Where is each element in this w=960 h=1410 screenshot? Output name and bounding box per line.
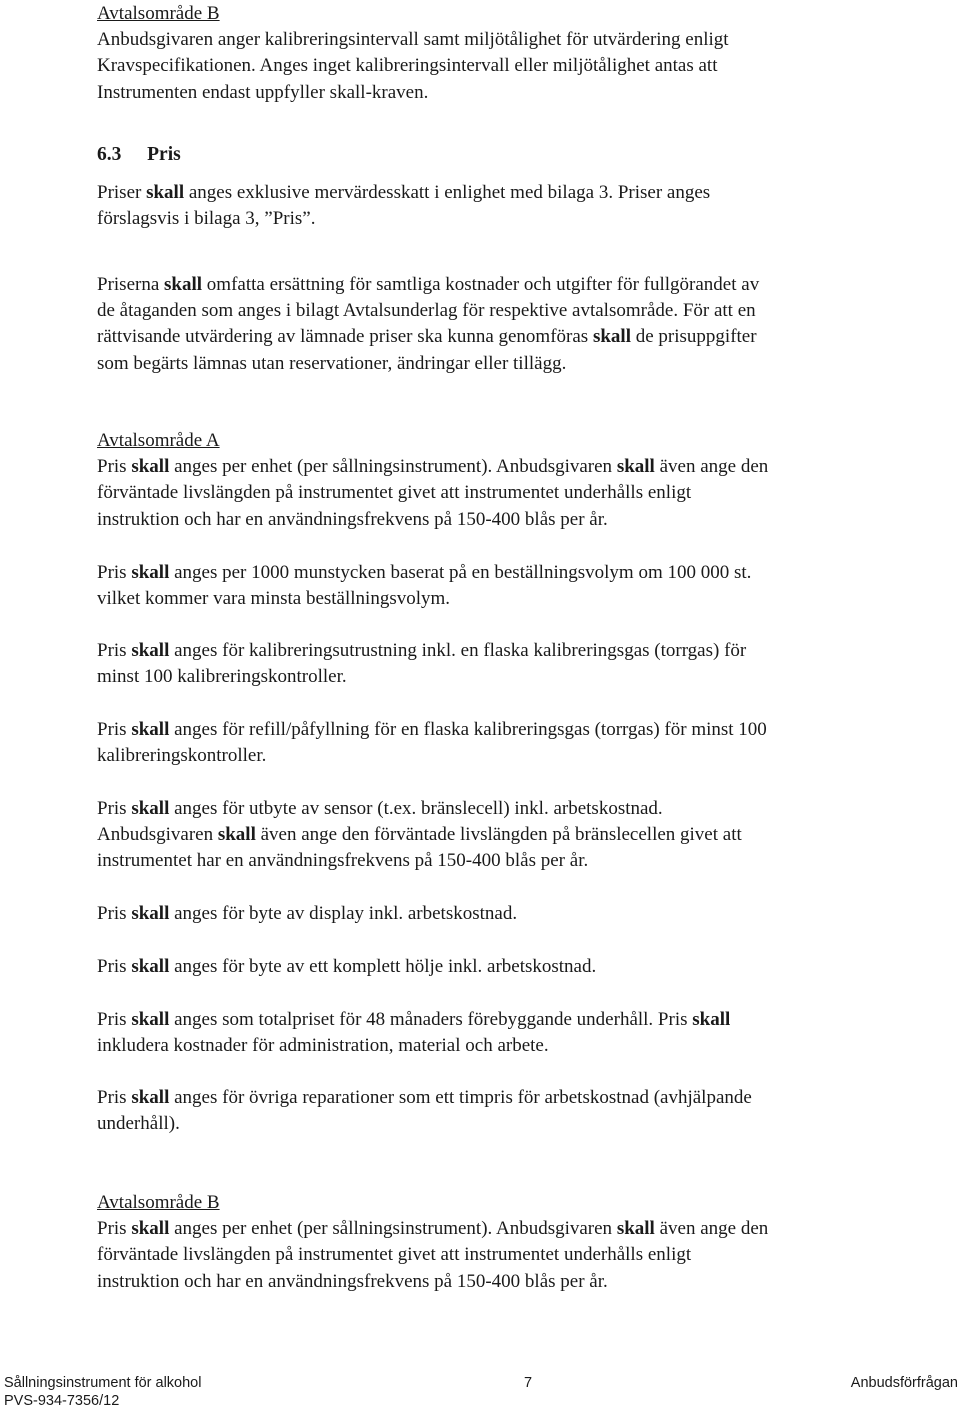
footer-reference: PVS-934-7356/12 [4, 1393, 120, 1409]
paragraph-line: Kravspecifikationen. Anges inget kalibreringsintervall eller miljötålighet antas att [97, 55, 718, 77]
section-b-top [97, 1, 915, 106]
paragraph-holje: Pris skall anges för byte av ett komplett hölje inkl. arbetskostnad. [97, 956, 597, 977]
footer-document-type: Anbudsförfrågan [850, 1375, 958, 1391]
page-footer [0, 1372, 960, 1407]
section-heading-pris [97, 144, 181, 166]
page-number: 7 [524, 1375, 533, 1391]
section-a: Avtalsområde A Pris skall anges per enhet (per sållningsinstrument). Anbudsgivaren skall även ange den förväntade livslängden på instrumentet givet att instrumentet underhålls enligt instruktion och har en användningsfrekvens på 150-400 blås per år. [97, 430, 769, 530]
section-number: 6.3 [97, 144, 122, 165]
paragraph-refill: Pris skall anges för refill/påfyllning för en flaska kalibreringsgas (torrgas) för minst 100 kalibreringskontroller. [97, 719, 767, 767]
paragraph-reparationer: Pris skall anges för övriga reparationer som ett timpris för arbetskostnad (avhjälpande underhåll). [97, 1087, 752, 1135]
paragraph-priserna: Priserna skall omfatta ersättning för samtliga kostnader och utgifter för fullgörandet av de åtaganden som anges i bilagt Avtalsunderlag för respektive avtalsområde. För att en rättvisande utvärdering av lämnade priser ska kunna genomföras skall de prisuppgifter som begärts lämnas utan reservationer, ändringar eller tillägg. [97, 274, 760, 374]
paragraph-kalibrering: Pris skall anges för kalibreringsutrustning inkl. en flaska kalibreringsgas (torrgas) för minst 100 kalibreringskontroller. [97, 640, 747, 688]
paragraph-priser: Priser skall anges exklusive mervärdesskatt i enlighet med bilaga 3. Priser anges förslagsvis i bilaga 3, ”Pris”. [97, 182, 711, 230]
paragraph-munstycken: Pris skall anges per 1000 munstycken baserat på en beställningsvolym om 100 000 st. vilket kommer vara minsta beställningsvolym. [97, 562, 752, 610]
footer-title: Sållningsinstrument för alkohol [4, 1375, 202, 1391]
paragraph-line: Instrumenten endast uppfyller skall-kraven. [97, 81, 429, 103]
section-heading-b: Avtalsområde B [97, 3, 220, 24]
paragraph-display: Pris skall anges för byte av display inkl. arbetskostnad. [97, 903, 518, 924]
section-heading-a: Avtalsområde A [97, 430, 220, 451]
paragraph-sensor: Pris skall anges för utbyte av sensor (t.ex. bränslecell) inkl. arbetskostnad. Anbudsgivaren skall även ange den förväntade livslängden på bränslecellen givet att instrumentet har en användningsfrekvens på 150-400 blås per år. [97, 798, 742, 872]
section-title: Pris [147, 144, 181, 165]
paragraph-line: Anbudsgivaren anger kalibreringsintervall samt miljötålighet för utvärdering enligt [97, 29, 729, 51]
section-b-bottom: Avtalsområde B Pris skall anges per enhet (per sållningsinstrument). Anbudsgivaren skall även ange den förväntade livslängden på instrumentet givet att instrumentet underhålls enligt instruktion och har en användningsfrekvens på 150-400 blås per år. [97, 1192, 769, 1292]
section-heading-b: Avtalsområde B [97, 1192, 220, 1213]
paragraph-underhall: Pris skall anges som totalpriset för 48 månaders förebyggande underhåll. Pris skall inkludera kostnader för administration, material och arbete. [97, 1009, 731, 1057]
